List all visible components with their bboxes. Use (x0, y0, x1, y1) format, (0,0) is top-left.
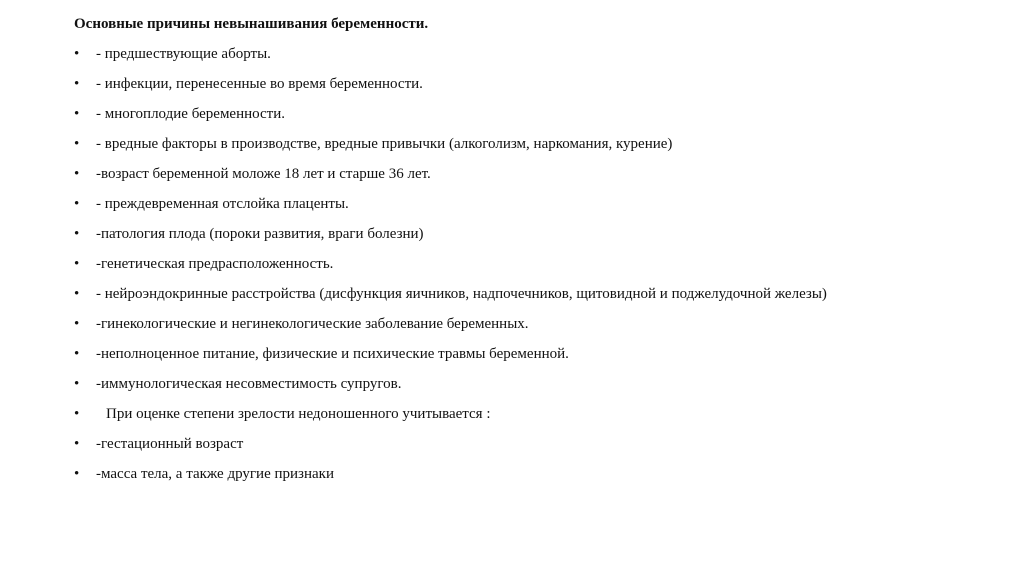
bullet-icon: • (74, 196, 80, 212)
list-item (74, 194, 1004, 214)
list-item (74, 134, 1004, 154)
bullet-icon: • (74, 226, 80, 242)
bullet-icon: • (74, 256, 80, 272)
list-item-text: -гинекологические и негинекологические заболевание беременных. (96, 316, 529, 332)
list-item (74, 74, 1004, 94)
list-item (74, 164, 1004, 184)
list-item (74, 44, 1004, 64)
bullet-icon: • (74, 166, 80, 182)
list-item (74, 224, 1004, 244)
list-item (74, 344, 1004, 364)
list-item (74, 404, 1004, 424)
list-item-text: -иммунологическая несовместимость супругов. (96, 376, 402, 392)
list-item (74, 434, 1004, 454)
bullet-icon: • (74, 106, 80, 122)
list-item (74, 374, 1004, 394)
bullet-icon: • (74, 436, 80, 452)
slide-content (74, 14, 1004, 494)
bullet-icon: • (74, 346, 80, 362)
bullet-icon: • (74, 466, 80, 482)
list-item (74, 104, 1004, 124)
list-item-text: - инфекции, перенесенные во время беременности. (96, 76, 423, 92)
list-item (74, 464, 1004, 484)
list-item (74, 254, 1004, 274)
bullet-icon: • (74, 46, 80, 62)
list-item-text: - многоплодие беременности. (96, 106, 286, 122)
slide-title: Основные причины невынашивания беременности. (74, 16, 429, 32)
list-item-text: - нейроэндокринные расстройства (дисфункция яичников, надпочечников, щитовидной и поджелудочной железы) (96, 286, 827, 302)
list-item-text: -масса тела, а также другие признаки (96, 466, 334, 482)
bullet-icon: • (74, 136, 80, 152)
list-item-text: - предшествующие аборты. (96, 46, 271, 62)
bullet-icon: • (74, 286, 80, 302)
bullet-icon: • (74, 316, 80, 332)
bullet-icon: • (74, 76, 80, 92)
list-item (74, 314, 1004, 334)
list-item-text: -неполноценное питание, физические и психические травмы беременной. (96, 346, 569, 362)
causes-list (74, 44, 1004, 484)
list-item (74, 284, 1004, 304)
list-item-text: При оценке степени зрелости недоношенного учитывается : (106, 406, 491, 422)
list-item-text: -патология плода (пороки развития, враги болезни) (96, 226, 424, 242)
list-item-text: - преждевременная отслойка плаценты. (96, 196, 349, 212)
list-item-text: -возраст беременной моложе 18 лет и старше 36 лет. (96, 166, 431, 182)
bullet-icon: • (74, 406, 80, 422)
list-item-text: -генетическая предрасположенность. (96, 256, 334, 272)
list-item-text: - вредные факторы в производстве, вредные привычки (алкоголизм, наркомания, курение) (96, 136, 673, 152)
list-item-text: -гестационный возраст (96, 436, 244, 452)
bullet-icon: • (74, 376, 80, 392)
